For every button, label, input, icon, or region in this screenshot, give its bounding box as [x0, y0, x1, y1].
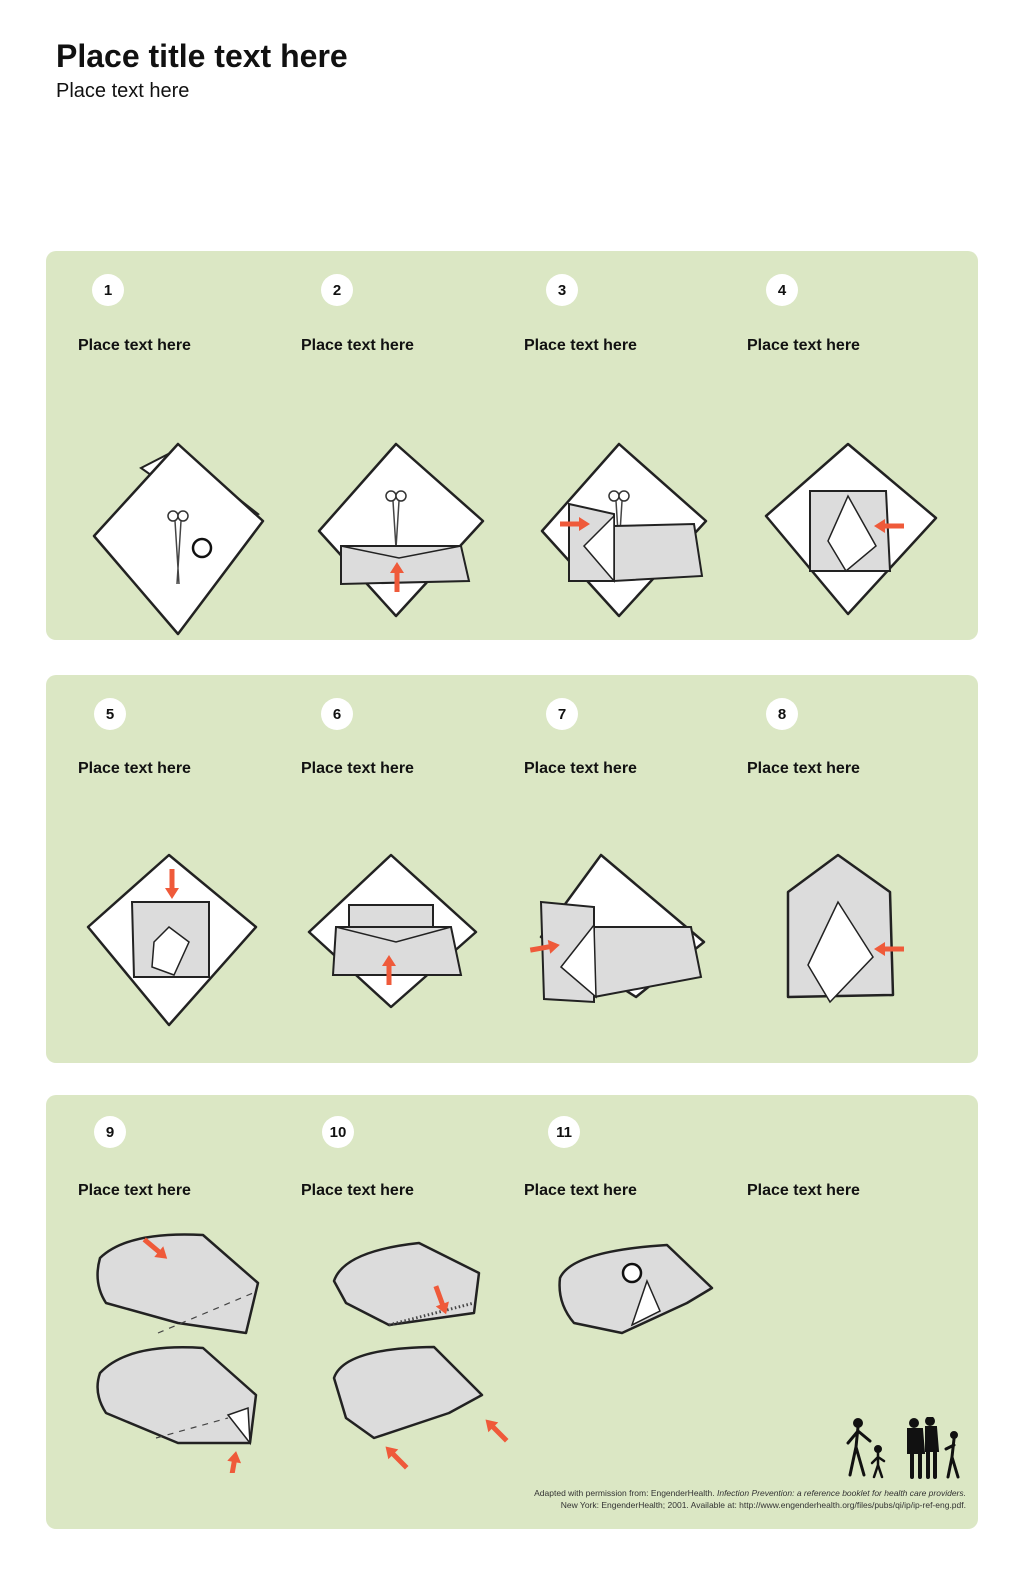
credit-line-2: New York: EngenderHealth; 2001. Available at: http://www.engenderhealth.org/files/pubs/qi/ip/ip-ref-eng.pdf.: [560, 1500, 966, 1510]
step-label: Place text here: [524, 1182, 637, 1199]
step-number-badge: 4: [766, 274, 798, 306]
step-label: Place text here: [301, 760, 414, 777]
step-number-badge: 10: [322, 1116, 354, 1148]
step-number-badge: 11: [548, 1116, 580, 1148]
credit-line-1: [506, 1487, 966, 1499]
step-9-illustration: [88, 1223, 278, 1473]
orange-arrow-icon: [224, 1450, 243, 1473]
steps-panel-2: [46, 675, 978, 1063]
step-5-illustration: [84, 847, 274, 1037]
step-8-illustration: [758, 847, 948, 1037]
step-label: Place text here: [301, 1182, 414, 1199]
step-number-badge: 5: [94, 698, 126, 730]
step-label: Place text here: [78, 760, 191, 777]
step-2-illustration: [311, 436, 501, 636]
orange-arrow-icon: [381, 1442, 412, 1473]
step-3-illustration: [534, 436, 724, 636]
step-number-badge: 2: [321, 274, 353, 306]
step-11-illustration: [552, 1233, 742, 1343]
step-number-badge: 9: [94, 1116, 126, 1148]
step-label: Place text here: [78, 1182, 191, 1199]
credit-italic-title: Infection Prevention: a reference booklet for health care providers.: [716, 1488, 966, 1498]
step-label: Place text here: [747, 1182, 860, 1199]
credit-prefix: Adapted with permission from: EngenderHealth.: [534, 1488, 717, 1498]
step-label: Place text here: [301, 337, 414, 354]
orange-arrow-icon: [481, 1415, 512, 1446]
step-label: Place text here: [524, 337, 637, 354]
step-7-illustration: [526, 847, 716, 1037]
steps-panel-1: [46, 251, 978, 640]
step-number-badge: 3: [546, 274, 578, 306]
step-10-illustration: [324, 1223, 524, 1473]
page-title: Place title text here: [56, 38, 348, 74]
step-number-badge: 1: [92, 274, 124, 306]
step-number-badge: 6: [321, 698, 353, 730]
step-label: Place text here: [524, 760, 637, 777]
step-number-badge: 7: [546, 698, 578, 730]
step-1-illustration: [86, 436, 276, 636]
step-label: Place text here: [747, 760, 860, 777]
step-label: Place text here: [747, 337, 860, 354]
step-label: Place text here: [78, 337, 191, 354]
page-subtitle: Place text here: [56, 80, 190, 102]
steps-panel-3: [46, 1095, 978, 1529]
source-credit: [506, 1487, 966, 1511]
step-4-illustration: [758, 436, 948, 636]
step-6-illustration: [301, 847, 491, 1037]
family-logo-icon: [846, 1417, 964, 1479]
step-number-badge: 8: [766, 698, 798, 730]
